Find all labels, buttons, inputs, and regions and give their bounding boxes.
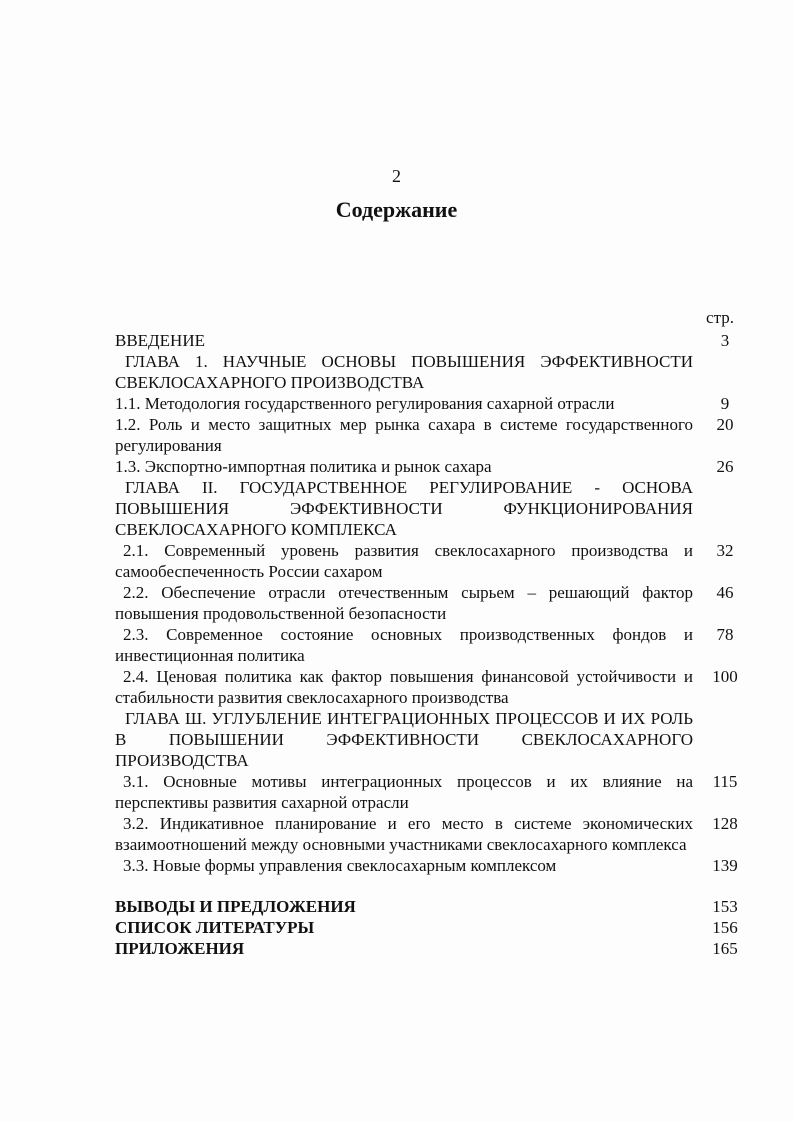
toc-entry-page: 100 xyxy=(712,667,738,686)
toc-entry-1-2 xyxy=(115,414,734,456)
toc-entry-title: 1.2. Роль и место защитных мер рынка сахара в системе государственного регулирования xyxy=(115,415,693,455)
toc-entry-page: 9 xyxy=(720,394,730,413)
toc-entry-intro xyxy=(115,330,730,351)
toc-entry-page: 46 xyxy=(716,583,734,602)
toc-entry-page: 115 xyxy=(712,772,738,791)
toc-entry-3-3 xyxy=(115,855,738,876)
toc-entry-2-3 xyxy=(115,624,734,666)
toc-entry-title: ПРИЛОЖЕНИЯ xyxy=(115,939,245,958)
toc-entry-title: 3.1. Основные мотивы интеграционных процессов и их влияние на перспективы развития сахарной отрасли xyxy=(115,772,693,812)
toc-entry-title: 2.3. Современное состояние основных производственных фондов и инвестиционная политика xyxy=(115,625,693,665)
toc-entry-3-2 xyxy=(115,813,738,855)
toc-entry-appendices xyxy=(115,938,738,959)
toc-chapter-3 xyxy=(115,708,693,771)
toc-chapter-1 xyxy=(115,351,693,393)
toc-entry-references xyxy=(115,917,738,938)
toc-entry-page: 128 xyxy=(712,814,738,833)
toc-entry-2-4 xyxy=(115,666,738,708)
toc-chapter-2 xyxy=(115,477,693,540)
toc-entry-title: 1.3. Экспортно-импортная политика и рынок сахара xyxy=(115,457,492,476)
toc-entry-page: 78 xyxy=(716,625,734,644)
toc-entry-page: 153 xyxy=(712,897,738,916)
toc-entry-3-1 xyxy=(115,771,738,813)
toc-chapter-title: ГЛАВА 1. НАУЧНЫЕ ОСНОВЫ ПОВЫШЕНИЯ ЭФФЕКТИВНОСТИ СВЕКЛОСАХАРНОГО ПРОИЗВОДСТВА xyxy=(115,352,693,392)
toc-entry-title: ВВЕДЕНИЕ xyxy=(115,331,205,350)
toc-chapter-title: ГЛАВА II. ГОСУДАРСТВЕННОЕ РЕГУЛИРОВАНИЕ - ОСНОВА ПОВЫШЕНИЯ ЭФФЕКТИВНОСТИ ФУНКЦИОНИРОВАНИЯ СВЕКЛОСАХАРНОГО КОМПЛЕКСА xyxy=(115,478,693,539)
table-of-contents xyxy=(0,330,793,959)
toc-chapter-title: ГЛАВА Ш. УГЛУБЛЕНИЕ ИНТЕГРАЦИОННЫХ ПРОЦЕССОВ И ИХ РОЛЬ В ПОВЫШЕНИИ ЭФФЕКТИВНОСТИ СВЕКЛОСАХАРНОГО ПРОИЗВОДСТВА xyxy=(115,709,693,770)
toc-entry-title: СПИСОК ЛИТЕРАТУРЫ xyxy=(115,918,315,937)
toc-entry-title: 3.2. Индикативное планирование и его место в системе экономических взаимоотношений между основными участниками свеклосахарного комплекса xyxy=(115,814,693,854)
toc-entry-1-1 xyxy=(115,393,730,414)
toc-entry-2-2 xyxy=(115,582,734,624)
toc-entry-page: 156 xyxy=(712,918,738,937)
toc-entry-title: 2.4. Ценовая политика как фактор повышения финансовой устойчивости и стабильности развития свеклосахарного производства xyxy=(115,667,693,707)
toc-entry-page: 165 xyxy=(712,939,738,958)
page-number: 2 xyxy=(392,166,401,186)
toc-entry-title: 2.1. Современный уровень развития свеклосахарного производства и самообеспеченность России сахаром xyxy=(115,541,693,581)
page-column-header: стр. xyxy=(706,308,734,327)
toc-entry-page: 32 xyxy=(716,541,734,560)
toc-entry-page: 139 xyxy=(712,856,738,875)
toc-entry-title: 2.2. Обеспечение отрасли отечественным сырьем – решающий фактор повышения продовольственной безопасности xyxy=(115,583,693,623)
toc-entry-1-3 xyxy=(115,456,734,477)
toc-entry-page: 3 xyxy=(720,331,730,350)
toc-entry-title: 1.1. Методология государственного регулирования сахарной отрасли xyxy=(115,394,615,413)
toc-entry-title: 3.3. Новые формы управления свеклосахарным комплексом xyxy=(123,856,557,875)
toc-entry-title: ВЫВОДЫ И ПРЕДЛОЖЕНИЯ xyxy=(115,897,356,916)
page-title: Содержание xyxy=(335,197,458,222)
toc-entry-page: 20 xyxy=(716,415,734,434)
toc-entry-page: 26 xyxy=(716,457,734,476)
toc-entry-2-1 xyxy=(115,540,734,582)
toc-entry-conclusions xyxy=(115,896,738,917)
